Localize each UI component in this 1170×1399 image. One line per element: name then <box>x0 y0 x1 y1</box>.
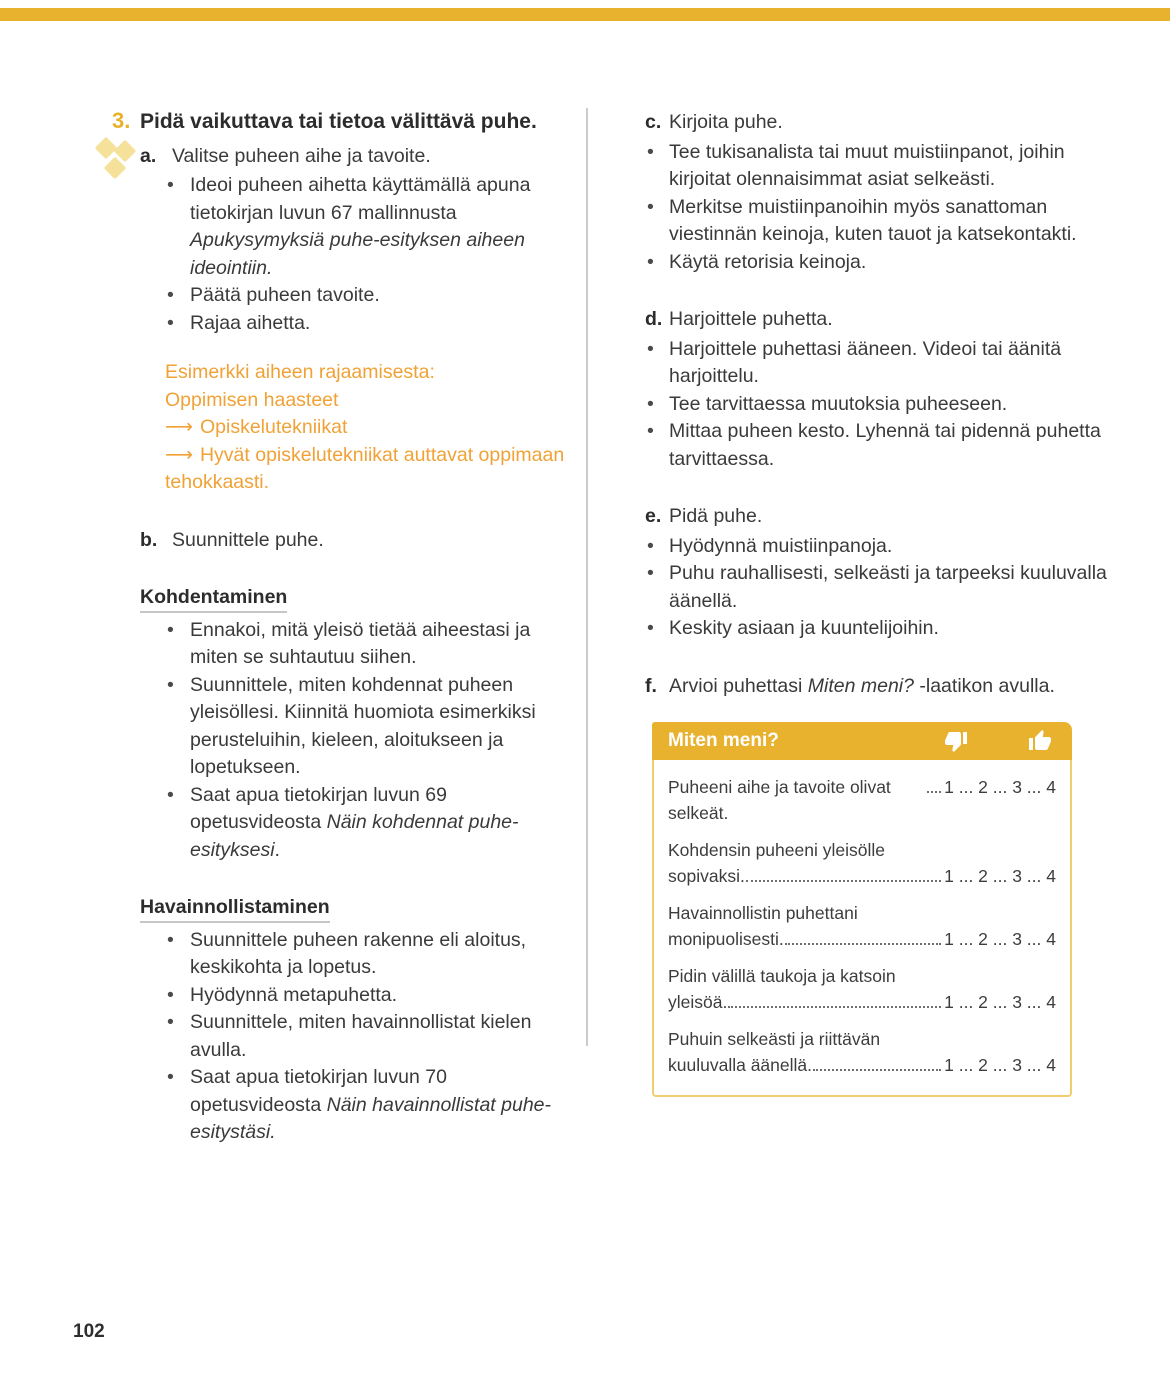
rating-row-label: Puhuin selkeästi ja riittävän <box>668 1029 881 1049</box>
bullet-item <box>140 927 580 982</box>
bullet-item <box>645 533 1113 561</box>
bullet-item <box>645 615 1113 643</box>
lettered-item <box>645 109 1113 137</box>
bullet-dot: • <box>647 617 654 639</box>
lettered-item <box>645 673 1113 701</box>
text-segment: Miten meni? <box>807 674 914 697</box>
item-letter: b. <box>140 528 158 551</box>
text-segment: Saat apua tietokirjan luvun 69 opetusvideosta <box>190 783 447 833</box>
rating-box <box>652 722 1072 1097</box>
bullet-item <box>645 336 1113 391</box>
example-text: Esimerkki aiheen rajaamisesta: <box>165 361 435 383</box>
text-segment: Keskity asiaan ja kuuntelijoihin. <box>669 617 939 639</box>
text-segment: Apukysymyksiä puhe-esityksen aiheen ideointiin. <box>190 229 525 279</box>
dotted-leader <box>785 943 941 945</box>
dotted-leader <box>746 880 941 882</box>
bullet-list <box>140 172 580 337</box>
section-heading <box>140 584 580 612</box>
bullet-dot: • <box>167 284 174 306</box>
bullet-item <box>140 617 580 672</box>
rating-row <box>668 774 1056 826</box>
rating-row-last-line <box>668 989 1056 1015</box>
rating-row-last-line <box>668 1052 1056 1078</box>
bullet-dot: • <box>167 928 174 951</box>
bullet-item <box>140 1009 580 1064</box>
bullet-list <box>140 617 580 865</box>
text-segment: Näin havainnollistat puhe-esitystäsi. <box>190 1093 552 1143</box>
text-segment: . <box>274 838 280 861</box>
column-divider <box>586 108 588 1046</box>
item-letter: d. <box>645 308 663 330</box>
text-segment: Valitse puheen aihe ja tavoite. <box>172 144 431 167</box>
rating-scale: 1 ... 2 ... 3 ... 4 <box>944 992 1056 1012</box>
bullet-dot: • <box>167 1066 174 1088</box>
rating-row-label: Puheeni aihe ja tavoite olivat selkeät. <box>668 777 891 823</box>
item-letter: f. <box>645 674 657 697</box>
text-segment: Harjoittele puhetta. <box>669 308 833 330</box>
task-heading <box>112 107 580 136</box>
item-text <box>172 143 580 171</box>
bullet-dot: • <box>167 983 174 1006</box>
rating-row <box>668 963 1056 1015</box>
example-block <box>165 359 580 497</box>
text-segment: Puhu rauhallisesti, selkeästi ja tarpeeksi kuuluvalla äänellä. <box>669 562 1107 612</box>
example-line <box>165 414 580 442</box>
item-text <box>669 673 1113 701</box>
text-segment: Ennakoi, mitä yleisö tietää aiheestasi ja miten se suhtautuu siihen. <box>190 618 531 668</box>
bullet-list <box>645 139 1113 277</box>
text-segment: Tee tukisanalista tai muut muistiinpanot, joihin kirjoitat olennaisimmat asiat selkeästi. <box>669 140 1065 190</box>
bullet-item <box>140 310 580 338</box>
bullet-item <box>140 172 580 282</box>
lettered-item <box>140 527 580 555</box>
section-heading-text: Havainnollistaminen <box>140 896 330 923</box>
text-segment: Tee tarvittaessa muutoksia puheeseen. <box>669 392 1008 415</box>
page-top-accent-bar <box>0 8 1170 21</box>
text-segment: Näin kohdennat puhe-esityksesi <box>190 811 519 861</box>
rating-row <box>668 1026 1056 1078</box>
rating-row-label: yleisöä. <box>668 992 728 1012</box>
bullet-dot: • <box>647 195 654 218</box>
item-letter: a. <box>140 144 157 167</box>
item-letter: c. <box>645 111 662 133</box>
right-column <box>645 107 1113 1097</box>
rating-row-label: monipuolisesti. <box>668 929 784 949</box>
bullet-item <box>645 249 1113 277</box>
bullet-list <box>645 336 1113 474</box>
text-segment: Suunnittele, miten kohdennat puheen yleisöllesi. Kiinnitä huomiota esimerkiksi perusteluihin, kieleen, aloitukseen ja lopetukseen. <box>190 673 536 778</box>
rating-scale: 1 ... 2 ... 3 ... 4 <box>944 1055 1056 1075</box>
text-segment: Suunnittele puheen rakenne eli aloitus, keskikohta ja lopetus. <box>190 928 527 978</box>
section-heading <box>140 894 580 922</box>
bullet-dot: • <box>647 250 654 273</box>
bullet-dot: • <box>647 337 654 360</box>
bullet-dot: • <box>167 618 174 641</box>
rating-row-last-line <box>668 774 1056 826</box>
rating-scale: 1 ... 2 ... 3 ... 4 <box>944 777 1056 797</box>
bullet-item <box>645 139 1113 194</box>
bullet-item <box>645 194 1113 249</box>
bullet-dot: • <box>167 174 174 196</box>
dotted-leader <box>813 1069 941 1071</box>
item-text <box>669 306 1113 334</box>
rating-box-title: Miten meni? <box>668 730 779 752</box>
bullet-dot: • <box>647 392 654 415</box>
text-segment: Hyödynnä muistiinpanoja. <box>669 534 893 557</box>
example-text: Oppimisen haasteet <box>165 388 339 411</box>
bullet-item <box>645 391 1113 419</box>
item-text <box>172 527 580 555</box>
rating-scale: 1 ... 2 ... 3 ... 4 <box>944 866 1056 886</box>
left-column-content <box>140 143 580 1147</box>
bullet-item <box>140 1064 580 1147</box>
lettered-item <box>140 143 580 171</box>
text-segment: -laatikon avulla. <box>913 674 1055 697</box>
item-text <box>669 503 1113 531</box>
example-line <box>165 442 580 497</box>
rating-box-header <box>652 722 1072 760</box>
text-segment: Merkitse muistiinpanoihin myös sanattoman viestinnän keinoja, kuten tauot ja katsekontakti. <box>669 195 1077 245</box>
example-line <box>165 359 580 387</box>
bullet-item <box>645 418 1113 473</box>
bullet-list <box>140 927 580 1147</box>
lettered-item <box>645 306 1113 334</box>
rating-row-label: Pidin välillä taukoja ja katsoin <box>668 966 896 986</box>
bullet-dot: • <box>647 562 654 584</box>
right-arrow-icon: ⟶ <box>165 443 193 466</box>
text-segment: Suunnittele puhe. <box>172 528 324 551</box>
right-column-content <box>645 109 1113 700</box>
right-arrow-icon: ⟶ <box>165 416 193 438</box>
bullet-dot: • <box>647 140 654 163</box>
thumbs-down-icon <box>944 729 968 753</box>
left-column <box>112 107 580 1147</box>
bullet-dot: • <box>167 673 174 696</box>
example-line <box>165 387 580 415</box>
text-segment: Mittaa puheen kesto. Lyhennä tai pidennä puhetta tarvittaessa. <box>669 420 1101 470</box>
rating-box-rows <box>652 760 1072 1097</box>
rating-scale: 1 ... 2 ... 3 ... 4 <box>944 929 1056 949</box>
item-text <box>669 109 1113 137</box>
lettered-item <box>645 503 1113 531</box>
rating-row-last-line <box>668 926 1056 952</box>
thumbs-up-icon <box>1028 729 1052 753</box>
example-text: Hyvät opiskelutekniikat auttavat oppimaan tehokkaasti. <box>165 443 565 493</box>
bullet-dot: • <box>167 1011 174 1033</box>
text-segment: Pidä puhe. <box>669 505 763 527</box>
text-segment: Saat apua tietokirjan luvun 70 opetusvideosta <box>190 1066 447 1116</box>
rating-row <box>668 900 1056 952</box>
bullet-item <box>140 672 580 782</box>
text-segment: Päätä puheen tavoite. <box>190 284 380 306</box>
bullet-item <box>645 560 1113 615</box>
dotted-leader <box>728 1006 941 1008</box>
page-number: 102 <box>73 1321 105 1342</box>
text-segment: Hyödynnä metapuhetta. <box>190 983 398 1006</box>
bullet-dot: • <box>167 783 174 806</box>
text-segment: Kirjoita puhe. <box>669 111 783 133</box>
text-segment: Rajaa aihetta. <box>190 311 311 334</box>
rating-row <box>668 837 1056 889</box>
text-segment: Suunnittele, miten havainnollistat kielen avulla. <box>190 1011 532 1061</box>
bullet-dot: • <box>167 311 174 334</box>
rating-row-last-line <box>668 863 1056 889</box>
bullet-list <box>645 533 1113 643</box>
bullet-item <box>140 782 580 865</box>
dotted-leader <box>927 791 941 793</box>
item-letter: e. <box>645 505 662 527</box>
rating-row-label: Havainnollistin puhettani <box>668 903 858 923</box>
task-number: 3. <box>112 108 131 133</box>
text-segment: Harjoittele puhettasi ääneen. Videoi tai äänitä harjoittelu. <box>669 337 1062 387</box>
text-segment: Ideoi puheen aihetta käyttämällä apuna tietokirjan luvun 67 mallinnusta <box>190 174 531 224</box>
bullet-dot: • <box>647 420 654 442</box>
section-heading-text: Kohdentaminen <box>140 586 287 613</box>
rating-row-label: kuuluvalla äänellä. <box>668 1055 812 1075</box>
rating-row-label: Kohdensin puheeni yleisölle <box>668 840 885 860</box>
example-text: Opiskelutekniikat <box>199 416 348 438</box>
bullet-item <box>140 282 580 310</box>
text-segment: Arvioi puhettasi <box>669 674 808 697</box>
bullet-dot: • <box>647 534 654 557</box>
rating-row-label: sopivaksi. <box>668 866 745 886</box>
text-segment: Käytä retorisia keinoja. <box>669 250 867 273</box>
task-title: Pidä vaikuttava tai tietoa välittävä puhe. <box>140 110 537 133</box>
bullet-item <box>140 982 580 1010</box>
